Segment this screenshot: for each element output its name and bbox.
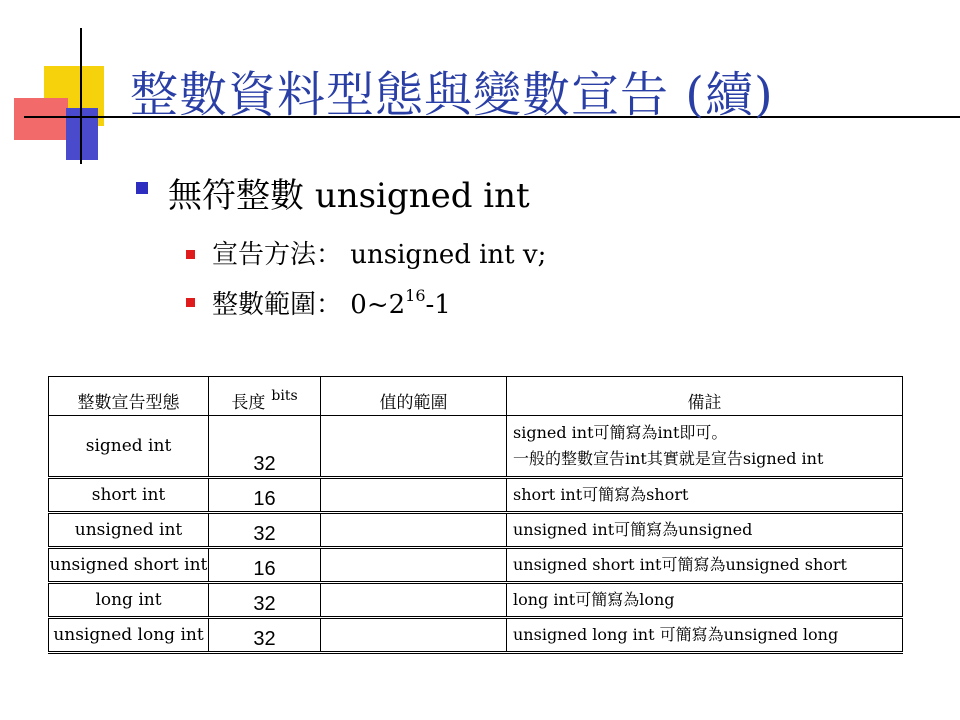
title-main: 整數資料型態與變數宣告 <box>130 67 670 123</box>
note-line: 一般的整數宣告int其實就是宣告signed int <box>513 449 824 468</box>
bullet-square-icon <box>186 298 195 307</box>
cell-length: 32 <box>209 618 321 653</box>
header-length <box>209 377 321 416</box>
cell-type: signed int <box>49 416 209 478</box>
table-row <box>49 548 903 583</box>
title-suffix: (續) <box>685 67 774 123</box>
list-item-declaration <box>212 234 546 271</box>
list-item-range <box>212 284 451 321</box>
note-line: short int可簡寫為short <box>513 485 689 504</box>
table-row <box>49 416 903 478</box>
header-length-label: 長度 <box>231 393 266 413</box>
decor-vertical-line <box>80 28 82 164</box>
cell-range <box>321 416 507 478</box>
decor-red-square <box>14 98 68 140</box>
cell-type: unsigned long int <box>49 618 209 653</box>
cell-length: 16 <box>209 478 321 513</box>
note-line: signed int可簡寫為int即可。 <box>513 423 728 442</box>
header-type: 整數宣告型態 <box>49 377 209 416</box>
heading-cjk: 無符整數 <box>168 176 304 216</box>
page-title <box>130 56 774 125</box>
table-row <box>49 618 903 653</box>
cell-notes <box>507 618 903 653</box>
section-heading <box>168 168 530 217</box>
note-line: unsigned long int 可簡寫為unsigned long <box>513 625 839 644</box>
cell-range <box>321 618 507 653</box>
cell-notes <box>507 478 903 513</box>
cell-notes <box>507 548 903 583</box>
cell-length: 32 <box>209 513 321 548</box>
cell-type: unsigned short int <box>49 548 209 583</box>
item-value: unsigned int v; <box>350 240 547 270</box>
header-range: 值的範圍 <box>321 377 507 416</box>
cell-notes <box>507 583 903 618</box>
cell-notes <box>507 513 903 548</box>
table-row <box>49 513 903 548</box>
cell-range <box>321 548 507 583</box>
cell-range <box>321 478 507 513</box>
table-row <box>49 478 903 513</box>
item-label: 宣告方法： <box>212 240 343 270</box>
cell-length: 32 <box>209 583 321 618</box>
note-line: unsigned short int可簡寫為unsigned short <box>513 555 847 574</box>
item-exponent: 16 <box>405 286 426 305</box>
cell-length: 32 <box>209 416 321 478</box>
bullet-square-icon <box>136 182 148 194</box>
cell-type: unsigned int <box>49 513 209 548</box>
cell-type: long int <box>49 583 209 618</box>
integer-type-table <box>48 376 903 654</box>
cell-range <box>321 513 507 548</box>
table-header-row <box>49 377 903 416</box>
item-label: 整數範圍： <box>212 290 343 320</box>
cell-notes <box>507 416 903 478</box>
heading-latin: unsigned int <box>314 176 530 216</box>
header-length-unit: bits <box>271 388 298 404</box>
header-notes: 備註 <box>507 377 903 416</box>
table-row <box>49 583 903 618</box>
note-line: unsigned int可簡寫為unsigned <box>513 520 753 539</box>
item-tail: -1 <box>425 290 451 320</box>
note-line: long int可簡寫為long <box>513 590 675 609</box>
item-value: 0~2 <box>350 290 406 320</box>
cell-type: short int <box>49 478 209 513</box>
cell-length: 16 <box>209 548 321 583</box>
cell-range <box>321 583 507 618</box>
bullet-square-icon <box>186 250 195 259</box>
